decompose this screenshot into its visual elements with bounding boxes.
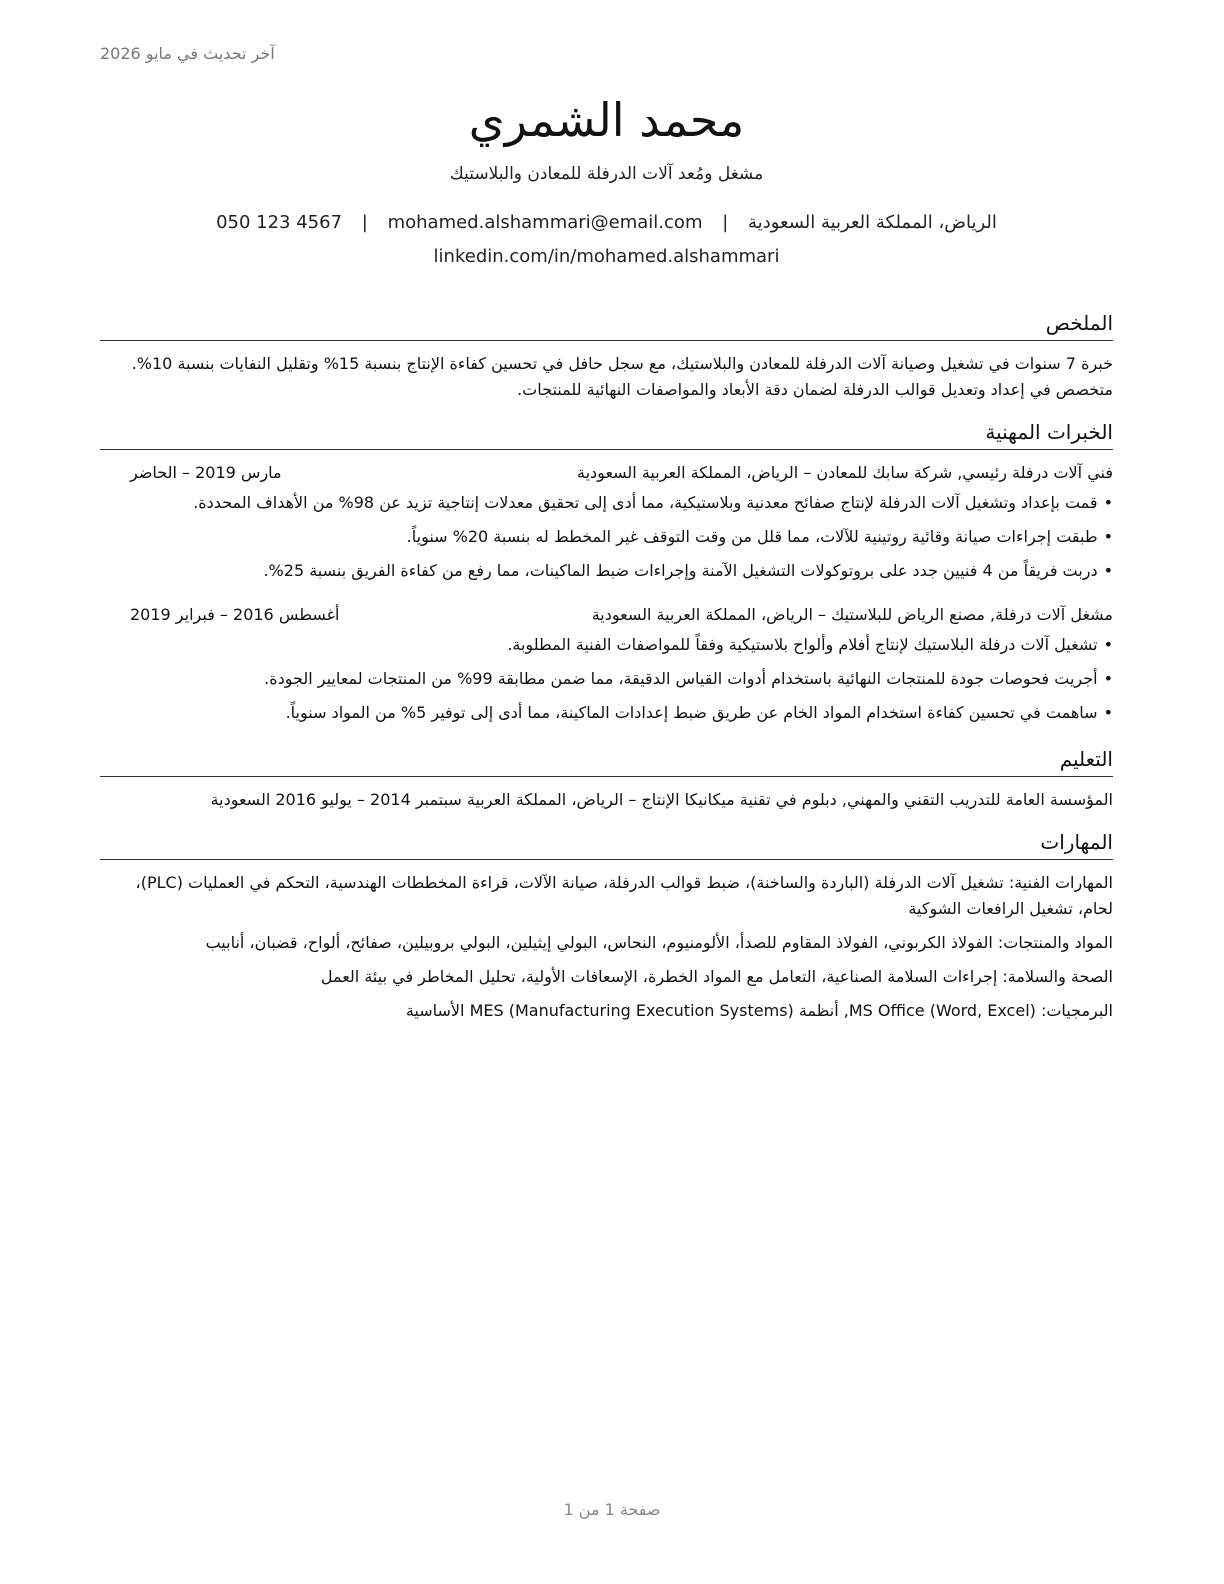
list-item: •دربت فريقاً من 4 فنيين جدد على بروتوكولات التشغيل الآمنة وإجراءات ضبط الماكينات، مما رفع من كفاءة الفريق بنسبة 25%. — [263, 561, 1113, 580]
separator: | — [722, 212, 729, 233]
job-entry — [100, 602, 1113, 726]
linkedin-link[interactable]: linkedin.com/in/mohamed.alshammari — [433, 246, 780, 267]
page-number: صفحة 1 من 1 — [563, 1500, 661, 1519]
list-item: •قمت بإعداد وتشغيل آلات الدرفلة لإنتاج صفائح معدنية وبلاستيكية، مما أدى إلى تحقيق معدلات إنتاجية تزيد عن 98% من الأهداف المحددة. — [193, 493, 1113, 512]
experience-heading: الخبرات المهنية — [100, 417, 1113, 450]
education-section — [100, 744, 1113, 813]
job-dates: أغسطس 2016 – فبراير 2019 — [130, 605, 340, 624]
skill-line: الصحة والسلامة: إجراءات السلامة الصناعية، التعامل مع المواد الخطرة، الإسعافات الأولية، تحليل المخاطر في بيئة العمل — [320, 967, 1113, 986]
job-header — [100, 460, 1113, 486]
candidate-name: محمد الشمري — [468, 93, 745, 147]
last-updated: آخر تحديث في مايو 2026 — [100, 44, 275, 63]
skills-section — [100, 827, 1113, 1024]
list-item: •أجريت فحوصات جودة للمنتجات النهائية باستخدام أدوات القياس الدقيقة، مما ضمن مطابقة 99% من المنتجات لمعايير الجودة. — [264, 669, 1113, 688]
list-item: •تشغيل آلات درفلة البلاستيك لإنتاج أفلام وألواح بلاستيكية وفقاً للمواصفات الفنية المطلوبة. — [507, 635, 1113, 654]
job-entry — [100, 460, 1113, 584]
summary-section — [100, 308, 1113, 403]
summary-text: خبرة 7 سنوات في تشغيل وصيانة آلات الدرفلة للمعادن والبلاستيك، مع سجل حافل في تحسين كفاءة الإنتاج بنسبة 15% وتقليل النفايات بنسبة 10%. متخصص في إعداد وتعديل قوالب الدرفلة لضمان دقة الأبعاد والمواصفات النهائية للمنتجات. — [131, 354, 1113, 399]
skills-heading: المهارات — [100, 827, 1113, 860]
list-item: •طبقت إجراءات صيانة وقائية روتينية للآلات، مما قلل من وقت التوقف غير المخطط له بنسبة 20% سنوياً. — [406, 527, 1113, 546]
separator: | — [361, 212, 368, 233]
job-role: فني آلات درفلة رئيسي, شركة سابك للمعادن – الرياض، المملكة العربية السعودية — [577, 463, 1113, 482]
phone-number: 050 123 4567 — [216, 212, 343, 233]
job-dates: مارس 2019 – الحاضر — [130, 463, 282, 482]
job-role: مشغل آلات درفلة, مصنع الرياض للبلاستيك – الرياض، المملكة العربية السعودية — [591, 605, 1113, 624]
list-item: •ساهمت في تحسين كفاءة استخدام المواد الخام عن طريق ضبط إعدادات الماكينة، مما أدى إلى توفير 5% من المواد سنوياً. — [285, 703, 1113, 722]
job-bullets — [100, 632, 1113, 726]
education-text: المؤسسة العامة للتدريب التقني والمهني, دبلوم في تقنية ميكانيكا الإنتاج – الرياض، المملكة العربية سبتمبر 2014 – يوليو 2016 السعودية — [210, 790, 1113, 809]
resume-body — [100, 308, 1113, 1038]
contact-info — [100, 206, 1113, 274]
job-title: مشغل ومُعد آلات الدرفلة للمعادن والبلاستيك — [449, 164, 764, 184]
skill-line: المواد والمنتجات: الفولاذ الكربوني، الفولاذ المقاوم للصدأ، الألومنيوم، النحاس، البولي إيثيلين، البولي بروبيلين، صفائح، ألواح، قضبان، أنابيب — [205, 933, 1113, 952]
email-link[interactable]: mohamed.alshammari@email.com — [387, 212, 703, 233]
summary-heading: الملخص — [100, 308, 1113, 341]
job-bullets — [100, 490, 1113, 584]
skill-line: البرمجيات: MS Office (Word, Excel), أنظمة MES (Manufacturing Execution Systems) الأساسية — [405, 1001, 1113, 1020]
resume-header — [100, 88, 1113, 274]
skill-line: المهارات الفنية: تشغيل آلات الدرفلة (الباردة والساخنة)، ضبط قوالب الدرفلة، صيانة الآلات، قراءة المخططات الهندسية، التحكم في العمليات (PLC)، لحام، تشغيل الرافعات الشوكية — [135, 873, 1113, 918]
education-heading: التعليم — [100, 744, 1113, 777]
experience-section — [100, 417, 1113, 726]
job-header — [100, 602, 1113, 628]
location: الرياض، المملكة العربية السعودية — [748, 212, 997, 233]
